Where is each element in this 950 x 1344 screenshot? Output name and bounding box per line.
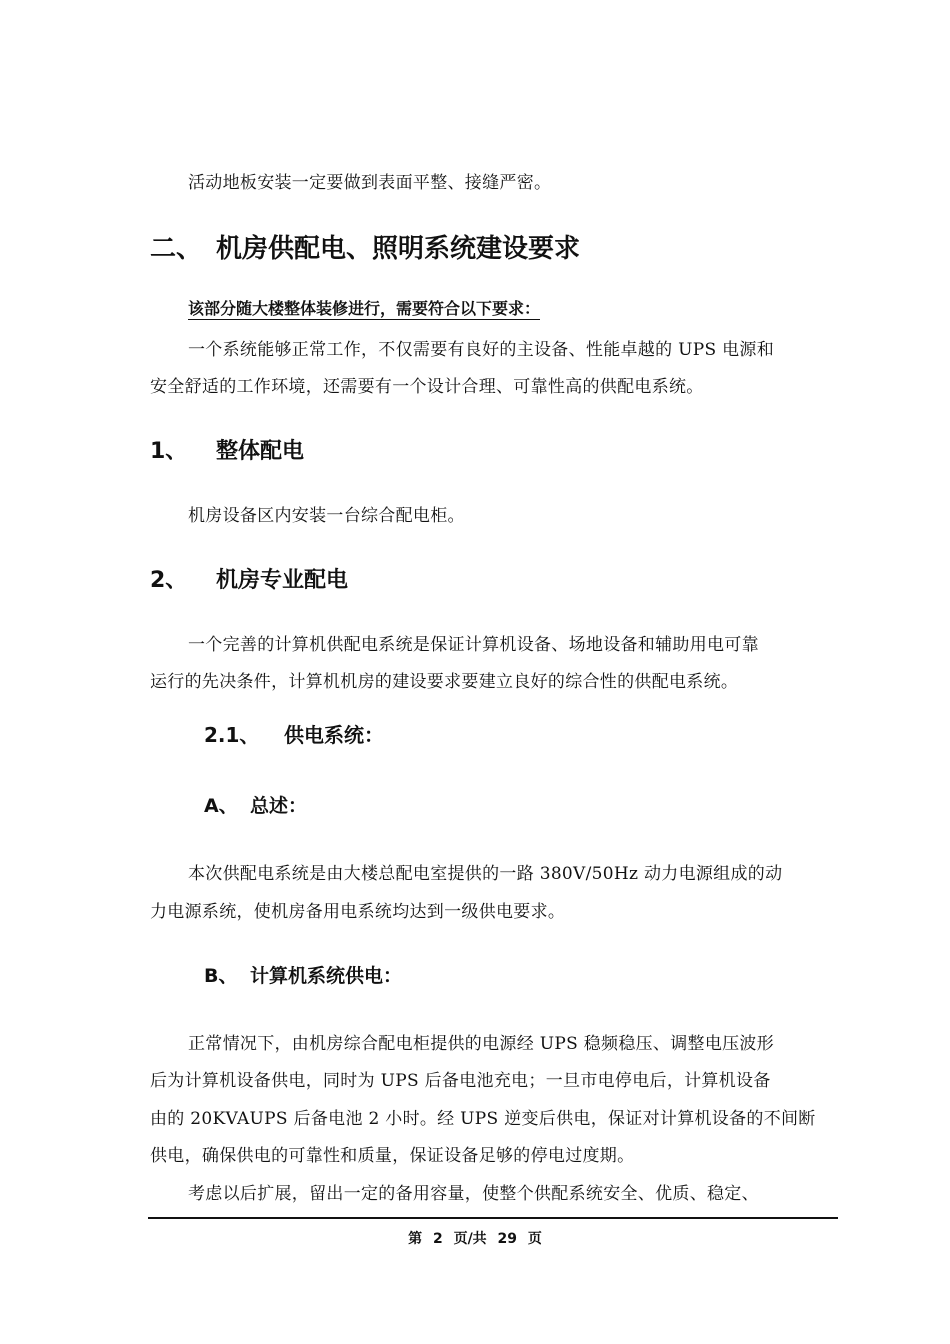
footer-divider — [148, 1217, 838, 1219]
paragraph-line: 一个完善的计算机供配电系统是保证计算机设备、场地设备和辅助用电可靠 — [188, 635, 759, 655]
subsubsection-number: 2.1、 — [204, 723, 260, 747]
paragraph-line: 供电，确保供电的可靠性和质量，保证设备足够的停电过度期。 — [150, 1146, 635, 1166]
section-title: 机房供配电、照明系统建设要求 — [216, 234, 581, 264]
lead-paragraph — [188, 296, 540, 319]
paragraph-line: 本次供配电系统是由大楼总配电室提供的一路 380V/50Hz 动力电源组成的动 — [188, 864, 783, 884]
paragraph-line: 考虑以后扩展，留出一定的备用容量，使整个供配系统安全、优质、稳定、 — [188, 1184, 759, 1204]
page-footer: 第 2 页/共 29 页 — [408, 1231, 542, 1247]
subsubsection-title: 供电系统： — [284, 723, 384, 747]
subsubsection-heading — [204, 719, 384, 748]
paragraph-line: 活动地板安装一定要做到表面平整、接缝严密。 — [188, 173, 552, 193]
subsection-number: 1、 — [150, 439, 188, 464]
item-heading — [204, 961, 402, 988]
item-heading — [204, 791, 307, 818]
paragraph-line: 力电源系统，使机房备用电系统均达到一级供电要求。 — [150, 902, 566, 922]
item-letter: B、 — [204, 965, 238, 987]
lead-text: 该部分随大楼整体装修进行，需要符合以下要求： — [188, 299, 541, 318]
item-letter: A、 — [204, 795, 238, 817]
item-title: 总述： — [250, 795, 308, 817]
paragraph-line: 后为计算机设备供电，同时为 UPS 后备电池充电；一旦市电停电后，计算机设备 — [150, 1071, 771, 1091]
paragraph-line: 正常情况下，由机房综合配电柜提供的电源经 UPS 稳频稳压、调整电压波形 — [188, 1034, 775, 1054]
paragraph-line: 机房设备区内安装一台综合配电柜。 — [188, 506, 465, 526]
subsection-heading — [150, 563, 348, 594]
subsection-heading — [150, 434, 304, 465]
paragraph-line: 运行的先决条件，计算机机房的建设要求要建立良好的综合性的供配电系统。 — [150, 672, 739, 692]
subsection-title: 机房专业配电 — [216, 568, 349, 593]
item-title: 计算机系统供电： — [250, 965, 403, 987]
paragraph-line: 由的 20KVAUPS 后备电池 2 小时。经 UPS 逆变后供电，保证对计算机设备的不间断 — [150, 1109, 816, 1129]
section-number: 二、 — [150, 234, 203, 264]
paragraph-line: 一个系统能够正常工作，不仅需要有良好的主设备、性能卓越的 UPS 电源和 — [188, 340, 775, 360]
section-heading — [150, 228, 580, 265]
subsection-title: 整体配电 — [216, 439, 305, 464]
paragraph-line: 安全舒适的工作环境，还需要有一个设计合理、可靠性高的供配电系统。 — [150, 377, 704, 397]
subsection-number: 2、 — [150, 568, 188, 593]
